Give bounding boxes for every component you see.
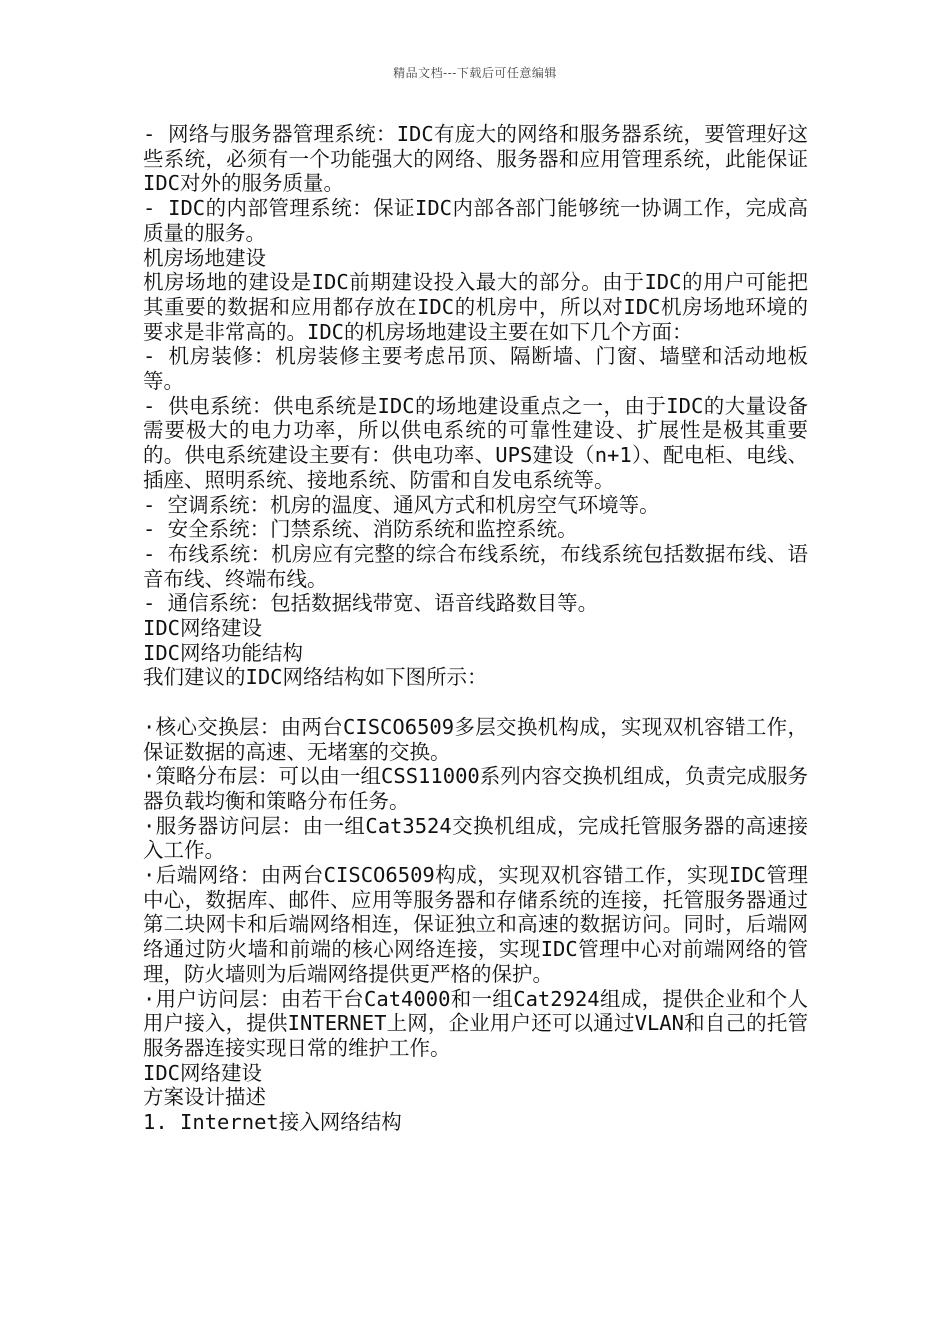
- heading-internet-access-structure: 1. Internet接入网络结构: [143, 1110, 402, 1135]
- paragraph-network-structure-intro: 我们建议的IDC网络结构如下图所示：: [143, 665, 488, 690]
- paragraph-power-system: - 供电系统：供电系统是IDC的场地建设重点之一，由于IDC的大量设备需要极大的电力功率，所以供电系统的可靠性建设、扩展性是极其重要的。供电系统建设主要有：供电功率、UPS建设（n+1）、配电柜、电线、插座、照明系统、接地系统、防雷和自发电系统等。: [143, 393, 808, 492]
- heading-solution-design: 方案设计描述: [143, 1085, 266, 1110]
- paragraph-user-access-layer: ·用户访问层：由若干台Cat4000和一组Cat2924组成，提供企业和个人用户接入，提供INTERNET上网，企业用户还可以通过VLAN和自己的托管服务器连接实现日常的维护工作。: [143, 986, 808, 1060]
- paragraph-cabling-system: - 布线系统：机房应有完整的综合布线系统，布线系统包括数据布线、语音布线、终端布线。: [143, 541, 808, 591]
- paragraph-machine-room-intro: 机房场地的建设是IDC前期建设投入最大的部分。由于IDC的用户可能把其重要的数据和应用都存放在IDC的机房中，所以对IDC机房场地环境的要求是非常高的。IDC的机房场地建设主要在如下几个方面：: [143, 270, 808, 344]
- paragraph-internal-management: - IDC的内部管理系统：保证IDC内部各部门能够统一协调工作，完成高质量的服务。: [143, 196, 808, 245]
- heading-idc-network-construction: IDC网络建设: [143, 616, 263, 641]
- paragraph-security-system: - 安全系统：门禁系统、消防系统和监控系统。: [143, 517, 578, 542]
- paragraph-core-layer: ·核心交换层：由两台CISCO6509多层交换机构成，实现双机容错工作，保证数据的高速、无堵塞的交换。: [143, 714, 808, 764]
- blank-line: [143, 690, 808, 715]
- page-header: 精品文档---下载后可任意编辑: [393, 66, 557, 80]
- paragraph-decoration: - 机房装修：机房装修主要考虑吊顶、隔断墙、门窗、墙壁和活动地板等。: [143, 344, 808, 394]
- document-body: [143, 122, 808, 1135]
- paragraph-air-conditioning: - 空调系统：机房的温度、通风方式和机房空气环境等。: [143, 492, 660, 517]
- paragraph-distribution-layer: ·策略分布层：可以由一组CSS11000系列内容交换机组成，负责完成服务器负载均衡和策略分布任务。: [143, 764, 808, 813]
- paragraph-server-access-layer: ·服务器访问层：由一组Cat3524交换机组成，完成托管服务器的高速接入工作。: [143, 813, 808, 863]
- heading-idc-network-construction-2: IDC网络建设: [143, 1060, 263, 1085]
- heading-machine-room-site: 机房场地建设: [143, 245, 266, 270]
- heading-idc-network-function: IDC网络功能结构: [143, 640, 304, 665]
- paragraph-backend-network: ·后端网络：由两台CISCO6509构成，实现双机容错工作，实现IDC管理中心，数据库、邮件、应用等服务器和存储系统的连接，托管服务器通过第二块网卡和后端网络相连，保证独立和高速的数据访问。同时，后端网络通过防火墙和前端的核心网络连接，实现IDC管理中心对前端网络的管理，防火墙则为后端网络提供更严格的保护。: [143, 863, 808, 986]
- paragraph-network-server-management: - 网络与服务器管理系统：IDC有庞大的网络和服务器系统，要管理好这些系统，必须有一个功能强大的网络、服务器和应用管理系统，此能保证IDC对外的服务质量。: [143, 122, 808, 196]
- paragraph-communication-system: - 通信系统：包括数据线带宽、语音线路数目等。: [143, 591, 599, 616]
